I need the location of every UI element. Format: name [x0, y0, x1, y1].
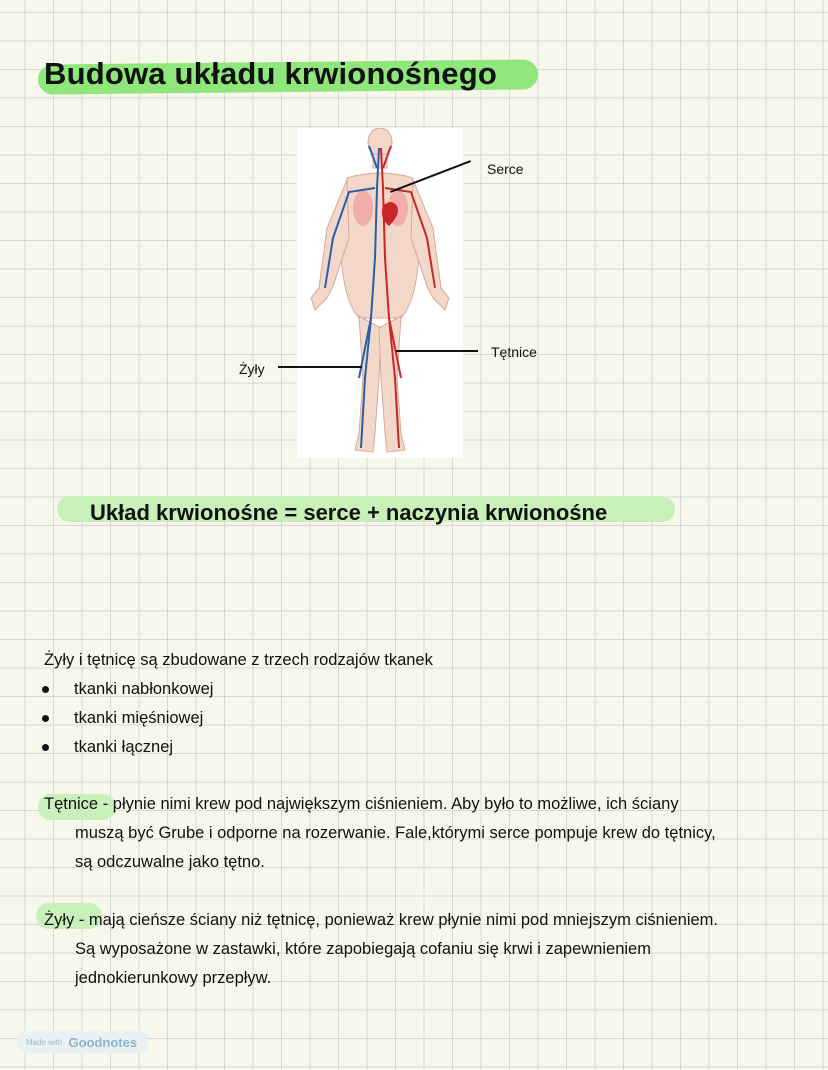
arteries-line-3: są odczuwalne jako tętno. [75, 853, 265, 871]
list-item: tkanki łącznej [42, 733, 442, 762]
page-title: Budowa układu krwionośnego [44, 56, 498, 91]
equation-text: Układ krwionośne = serce + naczynia krwionośne [90, 500, 608, 525]
tissues-list [42, 675, 442, 762]
goodnotes-watermark [18, 1031, 148, 1053]
equation-block [57, 496, 608, 525]
veins-line-2: Są wyposażone w zastawki, które zapobiegają cofaniu się krwi i zapewnieniem [75, 940, 651, 958]
label-veins: Żyły [239, 361, 265, 377]
bullet-icon [42, 715, 49, 722]
bullet-icon [42, 686, 49, 693]
leader-line-veins [278, 366, 362, 368]
list-item: tkanki mięśniowej [42, 704, 442, 733]
circulatory-system-figure [297, 128, 463, 458]
bullet-icon [42, 744, 49, 751]
veins-paragraph [44, 906, 718, 993]
label-arteries: Tętnice [491, 344, 537, 360]
label-heart: Serce [487, 161, 524, 177]
arteries-term: Tętnice [44, 795, 99, 813]
veins-line-3: jednokierunkowy przepływ. [75, 969, 272, 987]
arteries-line-1: - płynie nimi krew pod największym ciśnieniem. Aby było to możliwe, ich ściany [98, 795, 679, 813]
watermark-small-text: Made with [26, 1037, 63, 1047]
leader-line-arteries [396, 350, 478, 352]
human-body-illustration [297, 128, 463, 458]
title-block [38, 56, 498, 92]
arteries-line-2: muszą być Grube i odporne na rozerwanie. Fale,którymi serce pompuje krew do tętnicy, [75, 824, 716, 842]
veins-term: Żyły [44, 911, 75, 929]
arteries-paragraph [44, 790, 716, 877]
tissues-intro: Żyły i tętnicę są zbudowane z trzech rodzajów tkanek [44, 651, 433, 669]
veins-line-1: - mają cieńsze ściany niż tętnicę, ponieważ krew płynie nimi pod mniejszym ciśnieniem. [74, 911, 719, 929]
watermark-brand: Goodnotes [68, 1034, 138, 1050]
list-item: tkanki nabłonkowej [42, 675, 442, 704]
